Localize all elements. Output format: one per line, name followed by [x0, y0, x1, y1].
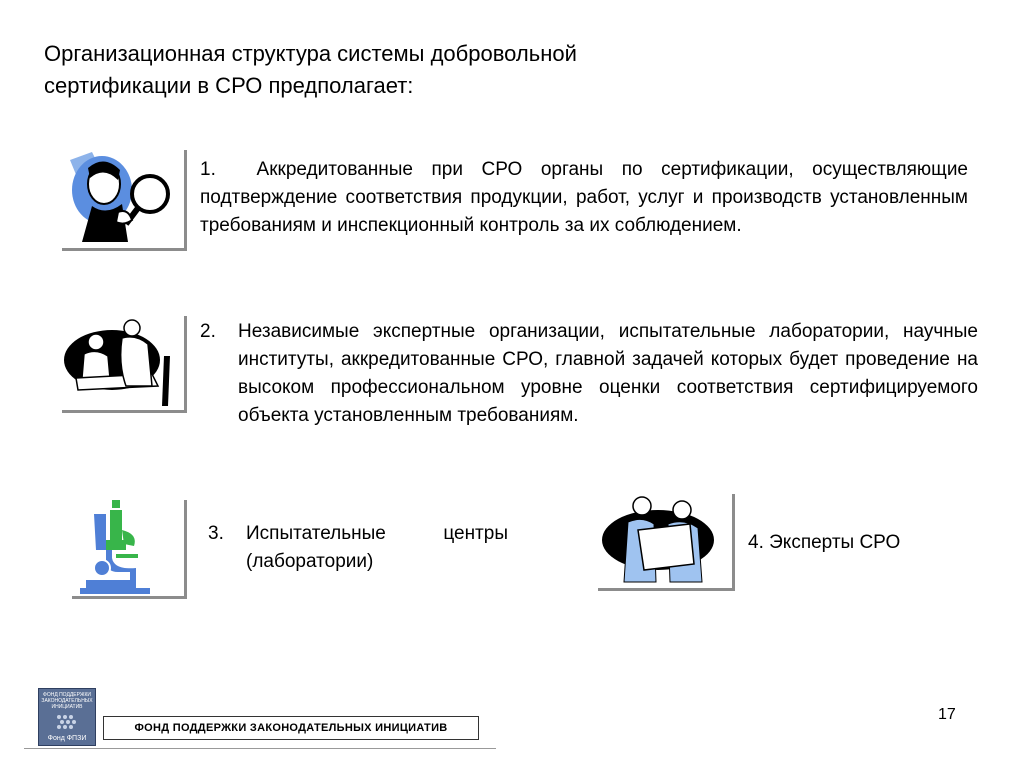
microscope-icon: [72, 500, 184, 596]
image-frame-3: [72, 500, 187, 599]
item-number: 4.: [748, 532, 764, 553]
magnifying-glass-inspector-icon: [62, 150, 184, 248]
item-text: Испытательные центры (лаборатории): [246, 523, 508, 572]
slide-title: Организационная структура системы добровольной сертификации в СРО предполагает:: [44, 41, 577, 98]
image-frame-1: [62, 150, 187, 251]
image-frame-4: [598, 494, 735, 591]
fund-logo-text: ФОНД ПОДДЕРЖКИ ЗАКОНОДАТЕЛЬНЫХ ИНИЦИАТИВ: [41, 692, 93, 710]
item-text: Аккредитованные при СРО органы по сертификации, осуществляющие подтверждение соответствия продукции, работ, услуг и производств установленным требованиям и инспекционный контроль за их соблюдением.: [200, 159, 968, 236]
footer-divider: [24, 748, 496, 749]
fund-logo-caption: Фонд ФПЗИ: [47, 735, 87, 742]
image-frame-2: [62, 316, 187, 413]
item-number: 2.: [200, 321, 216, 342]
fund-logo: [38, 688, 96, 746]
item-number: 3.: [208, 523, 224, 544]
list-item-3: [208, 520, 508, 576]
item-text: Эксперты СРО: [769, 532, 901, 553]
fund-name-label: ФОНД ПОДДЕРЖКИ ЗАКОНОДАТЕЛЬНЫХ ИНИЦИАТИВ: [103, 716, 479, 740]
list-item-2: [200, 318, 978, 430]
two-experts-with-plan-icon: [598, 494, 732, 588]
list-item-4: [748, 529, 968, 557]
experts-at-desk-icon: [62, 316, 184, 410]
list-item-1: [200, 156, 968, 240]
item-number: 1.: [200, 159, 216, 180]
page-number: 17: [938, 706, 956, 723]
item-text: Независимые экспертные организации, испытательные лаборатории, научные институты, аккредитованные СРО, главной задачей которых будет проведение на высоком профессиональном уровне оценки соответствия сертифицируемого объекта установленным требованиям.: [238, 321, 978, 426]
